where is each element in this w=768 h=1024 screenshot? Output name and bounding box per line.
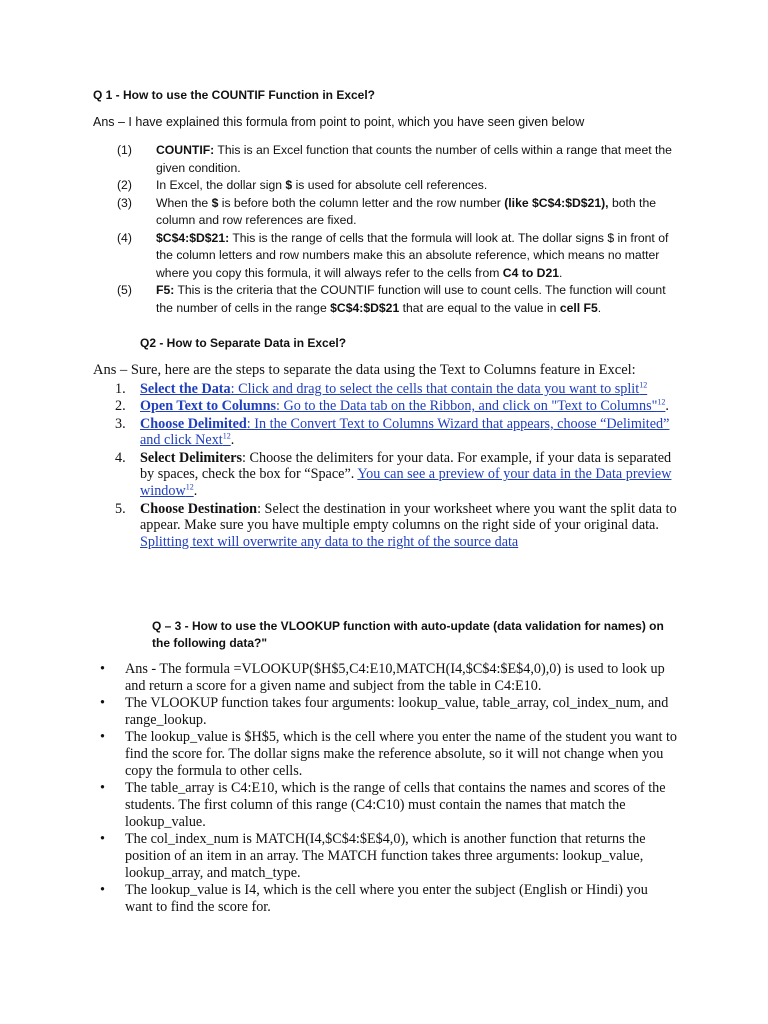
step-link[interactable]: Open Text to Columns: Go to the Data tab on the Ribbon, and click on "Text to Columns"$^{12}$ bbox=[140, 397, 666, 415]
list-item: • The VLOOKUP function takes four arguments: lookup_value, table_array, col_index_num, and range_lookup. bbox=[100, 695, 669, 728]
q1-heading: Q 1 - How to use the COUNTIF Function in Excel? bbox=[93, 88, 376, 102]
q1-answer-intro: Ans – I have explained this formula from point to point, which you have seen given below bbox=[93, 115, 585, 129]
step-link[interactable]: You can see a preview of your data in the Data preview window$^{12}$ bbox=[140, 466, 672, 500]
list-item: 4. Select Delimiters: Choose the delimiters for your data. For example, if your data is separated by spaces, check the box for “Space”. You can see a preview of your data in the Data preview window$^{12}$. bbox=[115, 449, 672, 500]
list-item: (4) $C$4:$D$21: This is the range of cells that the formula will look at. The dollar signs $ in front of the column letters and row numbers make this an absolute reference, which means no matter where you copy this formula, it will always refer to the cells from C4 to D21. bbox=[117, 230, 669, 280]
q2-heading: Q2 - How to Separate Data in Excel? bbox=[140, 336, 347, 350]
list-item: (1) COUNTIF: This is an Excel function that counts the number of cells within a range that meet the given condition. bbox=[117, 143, 672, 175]
list-item: • The lookup_value is I4, which is the cell where you enter the subject (English or Hindi) you want to find the score for. bbox=[100, 881, 648, 915]
list-item: (5) F5: This is the criteria that the COUNTIF function will use to count cells. The function will count the number of cells in the range $C$4:$D$21 that are equal to the value in cell F5. bbox=[117, 283, 666, 315]
q3-heading: Q – 3 - How to use the VLOOKUP function with auto-update (data validation for names) on the following data?" bbox=[152, 619, 664, 650]
list-item: • The table_array is C4:E10, which is the range of cells that contains the names and scores of the students. The first column of this range (C4:C10) must contain the names that match the lookup_value. bbox=[100, 780, 666, 830]
list-item: • Ans - The formula =VLOOKUP($H$5,C4:E10,MATCH(I4,$C$4:$E$4,0),0) is used to look up and return a score for a given name and subject from the table in C4:E10. bbox=[100, 661, 665, 694]
step-link[interactable]: Splitting text will overwrite any data to the right of the source data bbox=[140, 534, 519, 551]
list-item: (2) In Excel, the dollar sign $ is used for absolute cell references. bbox=[117, 178, 488, 192]
step-link[interactable]: Choose Delimited: In the Convert Text to Columns Wizard that appears, choose “Delimited” and click Next$^{12}$ bbox=[140, 415, 670, 449]
q2-steps-list bbox=[115, 381, 680, 551]
list-item: 1. Select the Data: Click and drag to select the cells that contain the data you want to split$^{12}$ bbox=[115, 380, 648, 397]
list-item: (3) When the $ is before both the column letter and the row number (like $C$4:$D$21), both the column and row references are fixed. bbox=[117, 195, 656, 227]
q3-bullet-list bbox=[100, 661, 677, 916]
step-link[interactable]: Select the Data: Click and drag to select the cells that contain the data you want to split$^{12}$ bbox=[140, 380, 648, 397]
list-item: 3. Choose Delimited: In the Convert Text to Columns Wizard that appears, choose “Delimited” and click Next$^{12}$. bbox=[115, 415, 670, 449]
q2-answer-intro: Ans – Sure, here are the steps to separate the data using the Text to Columns feature in Excel: bbox=[93, 362, 636, 378]
q1-list bbox=[117, 142, 677, 317]
list-item: • The col_index_num is MATCH(I4,$C$4:$E$4,0), which is another function that returns the position of an item in an array. The MATCH function takes three arguments: lookup_value, lookup_array, and match_type. bbox=[100, 830, 646, 881]
list-item: 5. Choose Destination: Select the destination in your worksheet where you want the split data to appear. Make sure you have multiple empty columns on the right side of your original data. Splitting text will overwrite any data to the right of the source data bbox=[115, 500, 677, 551]
list-item: • The lookup_value is $H$5, which is the cell where you enter the name of the student you want to find the score for. The dollar signs make the reference absolute, so it will not change when you copy the formula to other cells. bbox=[100, 729, 677, 779]
list-item: 2. Open Text to Columns: Go to the Data tab on the Ribbon, and click on "Text to Columns"$^{12}$. bbox=[115, 397, 669, 415]
